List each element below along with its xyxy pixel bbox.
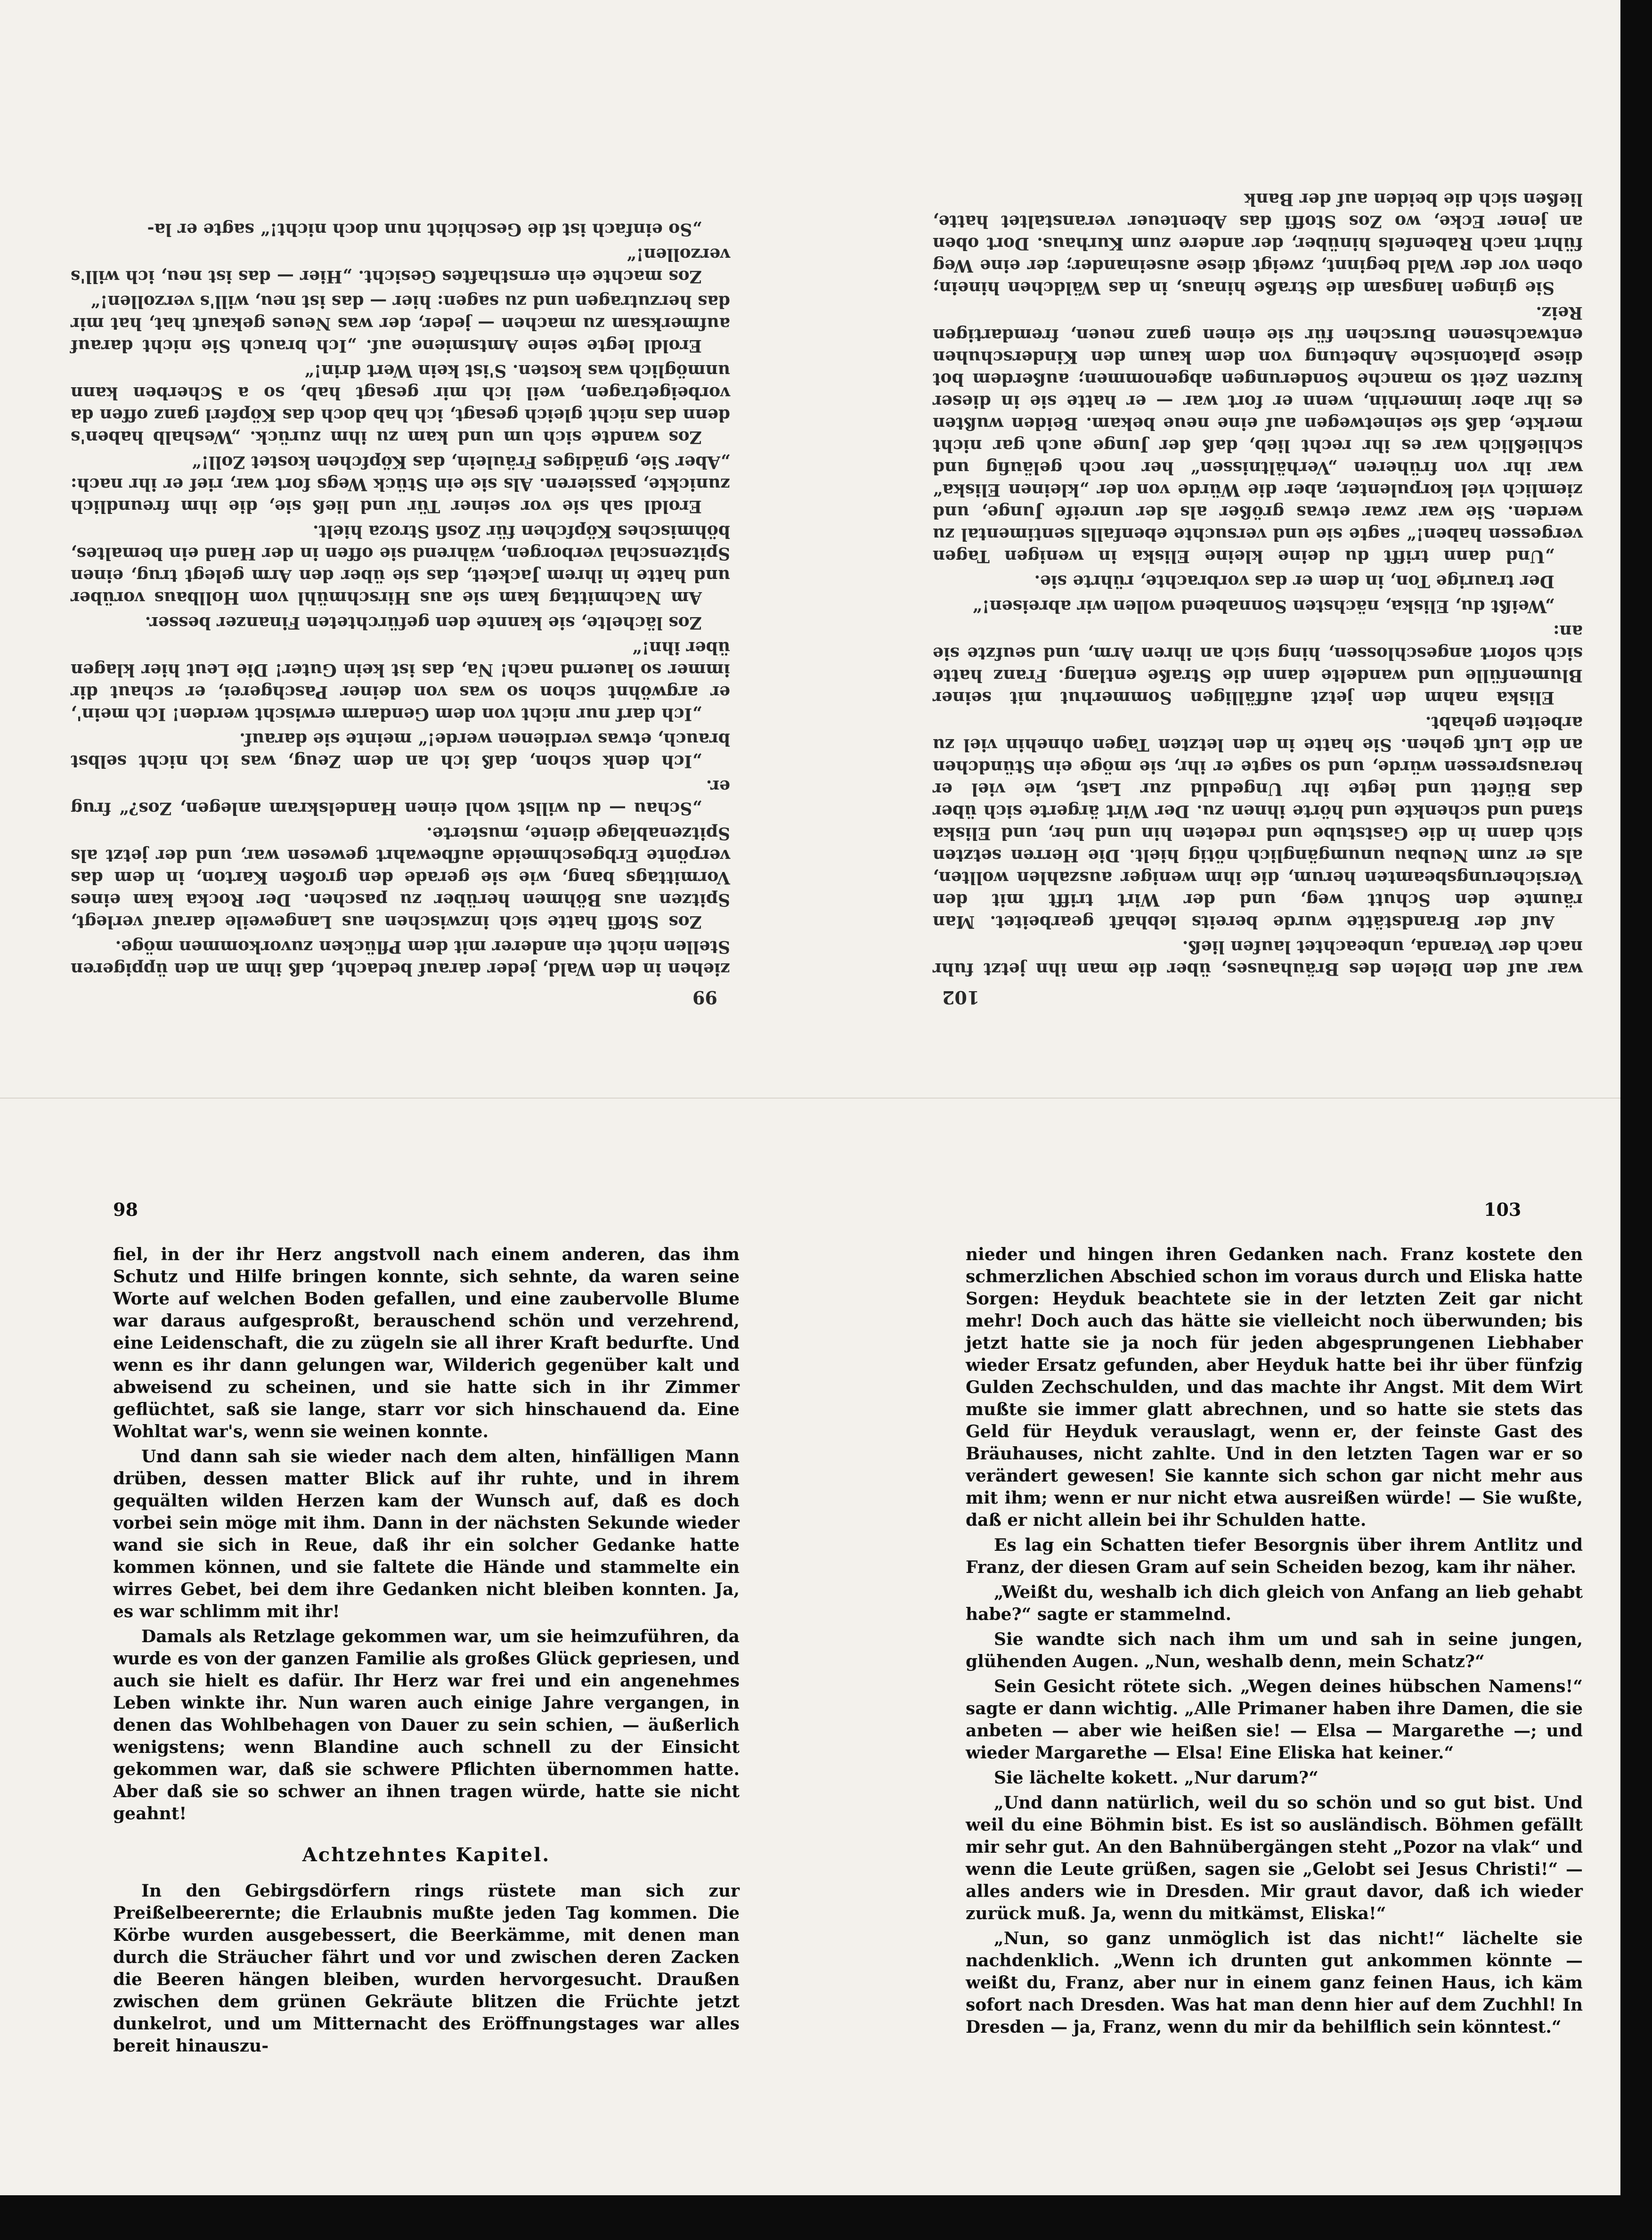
- lower-right-page-text: [966, 1244, 1583, 2038]
- paragraph: Zos machte ein ernsthaftes Gesicht. „Hier — das ist neu, ich will's verzollen!“: [71, 244, 730, 286]
- paragraph: Und dann sah sie wieder nach dem alten, hinfälligen Mann drüben, dessen matter Blick auf ihr ruhte, und in ihrem gequälten wilden Herzen kam der Wunsch auf, daß es doch vorbei sein möge mit ihm. Dann in der nächsten Sekunde wieder wand sie sich in Reue, daß ihr ein solcher Gedanke hatte kommen können, und sie faltete die Hände und stammelte ein wirres Gebet, bei dem ihre Gedanken nicht bleiben konnten. Ja, es war schlimm mit ihr!: [113, 1447, 740, 1621]
- paragraph: fiel, in der ihr Herz angstvoll nach einem anderen, das ihm Schutz und Hilfe bringen konnte, sich sehnte, da waren seine Worte auf welchen Boden gefallen, und eine zaubervolle Blume war daraus aufgesproßt, berauschend schön und verzehrend, eine Leidenschaft, die zu zügeln sie all ihrer Kraft bedurfte. Und wenn es ihr dann gelungen war, Wilderich gegenüber kalt und abweisend zu scheinen, und sie hatte sich in ihr Zimmer geflüchtet, saß sie lange, starr vor sich hinschauend da. Eine Wohltat war's, wenn sie weinen konnte.: [113, 1245, 740, 1442]
- paragraph: nieder und hingen ihren Gedanken nach. Franz kostete den schmerzlichen Abschied schon im voraus durch und Eliska hatte Sorgen: Heyduk beachtete sie in der letzten Zeit gar nicht mehr! Doch auch das hätte sie vielleicht noch überwunden; bis jetzt hatte sie ja noch für jeden abgesprungenen Liebhaber wieder Ersatz gefunden, aber Heyduk hatte bei ihr über fünfzig Gulden Zechschulden, und das machte ihr Angst. Mit dem Wirt mußte sie immer glatt abrechnen, und so hatte sie stets das Geld für Heyduk verauslagt, wenn er, der feinste Gast des Bräuhauses, nicht zahlte. Und in den letzten Tagen war er so verändert gewesen! Sie kannte sich schon gar nicht mehr aus mit ihm; wenn er nur nicht etwa ausreißen würde! — Sie wußte, daß er nicht allein bei ihr Schulden hatte.: [966, 1245, 1583, 1530]
- paragraph: Sie lächelte kokett. „Nur darum?“: [994, 1768, 1318, 1788]
- lower-left-page-text: [113, 1244, 740, 1825]
- upper-right-page-column: [933, 71, 1583, 980]
- paragraph: Es lag ein Schatten tiefer Besorgnis über ihrem Antlitz und Franz, der diesen Gram auf sein Scheiden bezog, kam ihr näher.: [966, 1535, 1583, 1577]
- paragraph: Eroldl legte seine Amtsmiene auf. „Ich brauch Sie nicht darauf aufmerksam zu machen — jeder, der was Neues gekauft hat, hat mir das herzutragen und zu sagen: hier — das ist neu, will's verzollen!“: [71, 292, 730, 356]
- upper-right-page-text: [933, 188, 1583, 980]
- lower-right-page-number: 103: [1484, 1199, 1522, 1220]
- paragraph: Zos Stoffi hatte sich inzwischen aus Langeweile darauf verlegt, Spitzen aus Böhmen herüber zu paschen. Der Rocka kam eines Vormittags bang, wie sie gerade den großen Karton, in dem das verpönte Erbgeschmeide aufbewahrt gewesen war, und der jetzt als Spitzenablage diente, musterte.: [71, 823, 730, 932]
- paragraph: Sie gingen langsam die Straße hinaus, in das Wäldchen hinein; oben vor der Wald beginnt, zweigt diese auseinander; der eine Weg führt nach Rabenfels hinüber, der andere zum Kurhaus. Dort oben an jener Ecke, wo Zos Stoffi das Abenteuer veranstaltet hatte, ließen sich die beiden auf der Bank: [933, 189, 1583, 298]
- chapter-text: [113, 1880, 740, 2057]
- upper-left-page-text: [71, 218, 730, 980]
- lower-right-page-column: [966, 1244, 1583, 2181]
- scan-border-bottom: [0, 2195, 1652, 2240]
- paragraph: Der traurige Ton, in dem er das vorbrachte, rührte sie.: [1034, 571, 1554, 591]
- paragraph: „Ich darf nur nicht von dem Gendarm erwischt werden! Ich mein', er argwöhnt schon so was von deiner Paschgerei, er schaut dir immer so lauernd nach! Na, das ist kein Guter! Die Leut hier klagen über ihn!“: [71, 638, 730, 724]
- chapter-heading: Achtzehntes Kapitel.: [302, 1844, 551, 1866]
- upper-left-page-number: 99: [692, 987, 717, 1008]
- paragraph: ziehen in den Wald, jeder darauf bedacht, daß ihm an den üppigeren Stellen nicht ein anderer mit dem Pflücken zuvorkommen möge.: [71, 937, 730, 979]
- page-fold-line: [0, 1098, 1620, 1099]
- paragraph: In den Gebirgsdörfern rings rüstete man sich zur Preißelbeerernte; die Erlaubnis mußte jeden Tag kommen. Die Körbe wurden ausgebessert, die Beerkämme, mit denen man durch die Sträucher fährt und vor und zwischen deren Zacken die Beeren hängen bleiben, wurden hervorgesucht. Draußen zwischen dem grünen Gekräute blitzen die Früchte jetzt dunkelrot, und um Mitternacht des Eröffnungstages war alles bereit hinauszu-: [113, 1881, 740, 2056]
- paragraph: Sein Gesicht rötete sich. „Wegen deines hübschen Namens!“ sagte er dann wichtig. „Alle Primaner haben ihre Damen, die sie anbeten — aber wie heißen sie! — Elsa — Margarethe —; und wieder Margarethe — Elsa! Eine Eliska hat keiner.“: [966, 1677, 1583, 1763]
- paragraph: Zos lächelte, sie kannte den gefürchteten Finanzer besser.: [145, 613, 702, 633]
- paragraph: „Weißt du, weshalb ich dich gleich von Anfang an lieb gehabt habe?“ sagte er stammelnd.: [966, 1582, 1583, 1624]
- upper-left-page-column: [71, 71, 730, 980]
- upper-right-page-number: 102: [942, 987, 980, 1008]
- lower-left-page-number: 98: [113, 1199, 138, 1220]
- paragraph: Eliska nahm den jetzt auffälligen Sommerhut mit seiner Blumenfülle und wandelte dann die Straße entlang. Franz hatte sich sofort angeschlossen, hing sich an ihren Arm, und seufzte sie an:: [933, 621, 1583, 708]
- paragraph: war auf den Dielen des Bräuhauses, über die man ihn jetzt fuhr nach der Veranda, unbeachtet laufen ließ.: [933, 937, 1583, 979]
- paragraph: Sie wandte sich nach ihm um und sah in seine jungen, glühenden Augen. „Nun, weshalb denn, mein Schatz?“: [966, 1629, 1583, 1671]
- paragraph: „Schau — du willst wohl einen Handelskram anlegen, Zos?“ frug er.: [71, 776, 730, 818]
- paragraph: „Und dann natürlich, weil du so schön und so gut bist. Und weil du eine Böhmin bist. Es ist so ausländisch. Böhmen gefällt mir sehr gut. An den Bahnübergängen steht „Pozor na vlak“ und wenn die Leute grüßen, sagen sie „Gelobt sei Jesus Christi!“ — alles anders wie in Dresden. Mir graut davor, daß ich wieder zurück muß. Ja, wenn du mitkämst, Eliska!“: [966, 1793, 1583, 1923]
- paragraph: „Ich denk schon, daß ich an dem Zeug, was ich nicht selbst brauch, etwas verdienen werde!“ meinte sie darauf.: [71, 729, 730, 771]
- paragraph: Damals als Retzlage gekommen war, um sie heimzuführen, da wurde es von der ganzen Familie als großes Glück gepriesen, und auch sie hielt es dafür. Ihr Herz war frei und ein angenehmes Leben winkte ihr. Nun waren auch einige Jahre vergangen, in denen das Wohlbehagen von Dauer zu sein schien, — äußerlich wenigstens; wenn Blandine auch schnell zu der Einsicht gekommen war, daß sie schwere Pflichten übernommen hatte. Aber daß sie so schwer an ihnen tragen würde, hatte sie nicht geahnt!: [113, 1627, 740, 1824]
- paragraph: „Nun, so ganz unmöglich ist das nicht!“ lächelte sie nachdenklich. „Wenn ich drunten gut ankommen könnte — weißt du, Franz, aber nur in einem ganz feinen Haus, ich käm sofort nach Dresden. Was hat man denn hier auf dem Zuchhl! In Dresden — ja, Franz, wenn du mir da behilflich sein könntest.“: [966, 1929, 1583, 2037]
- paragraph: „So einfach ist die Geschicht nun doch nicht!“ sagte er la-: [147, 220, 702, 239]
- paragraph: „Weißt du, Eliska, nächsten Sonnabend wollen wir abreisen!“: [972, 596, 1554, 616]
- paragraph: Eroldl sah sie vor seiner Tür und ließ sie, die ihm freundlich zunickte, passieren. Als sie ein Stück Wegs fort war, rief er ihr nach: „Aber Sie, gnädiges Fräulein, das Köpfchen kostet Zoll!“: [71, 452, 730, 516]
- paragraph: Am Nachmittag kam sie aus Hirschmühl vom Hollbaus vorüber und hatte in ihrem Jackett, das sie über den Arm gelegt trug, einen Spitzenschal verborgen, während sie offen in der Hand ein bemaltes, böhmisches Köpfchen für Zosfi Stroza hielt.: [71, 521, 730, 608]
- scan-border-right: [1620, 0, 1652, 2240]
- lower-left-page-column: [113, 1244, 740, 2181]
- paragraph: „Und dann trifft du deine kleine Eliska in wenigen Tagen vergessen haben!“ sagte sie und versuchte ebenfalls sentimental zu werden. Sie war zwar etwas größer als der unreife Junge, und ziemlich viel korpulenter, aber die Würde von der „kleinen Eliska“ war ihr von früheren „Verhältnissen“ her noch geläufig und schließlich war es ihr recht lieb, daß der Junge auch gar nicht merkte, daß sie seinetwegen auf eine neue bekam. Beiden wußten es ihr aber immerhin, wenn er fort war — er hatte sie in dieser kurzen Zeit so manche Sonderungen abgenommen; außerdem bot diese platonische Anbetung von dem kaum den Kinderschuhen entwachsenen Burschen für sie einen ganz neuen, fremdartigen Reiz.: [933, 303, 1583, 566]
- paragraph: Zos wandte sich um und kam zu ihm zurück. „Weshalb haben's denn das nicht gleich gesagt, ich hab doch das Köpferl ganz offen da vorbeigetragen, weil ich mir gesagt hab, so a Scherben kann unmöglich was kosten. S'ist kein Wert drin!“: [71, 361, 730, 447]
- paragraph: Auf der Brandstätte wurde bereits lebhaft gearbeitet. Man räumte den Schutt weg, und der Wirt trifft mit den Versicherungsbeamten herum, die ihm weniger auszahlen wollten, als er zum Neubau unumgänglich nötig hielt. Die Herren setzten sich dann in die Gaststube und redeten hin und her, und Eliska stand und schenkte und hörte ihnen zu. Der Wirt ärgerte sich über das Büfett und legte ihr Ungeduld zur Last, wie viel er herauspressen würde, und so sagte er ihr, sie möge ein Stündchen an die Luft gehen. Sie hatte in den letzten Tagen ohnehin viel zu arbeiten gehabt.: [933, 713, 1583, 932]
